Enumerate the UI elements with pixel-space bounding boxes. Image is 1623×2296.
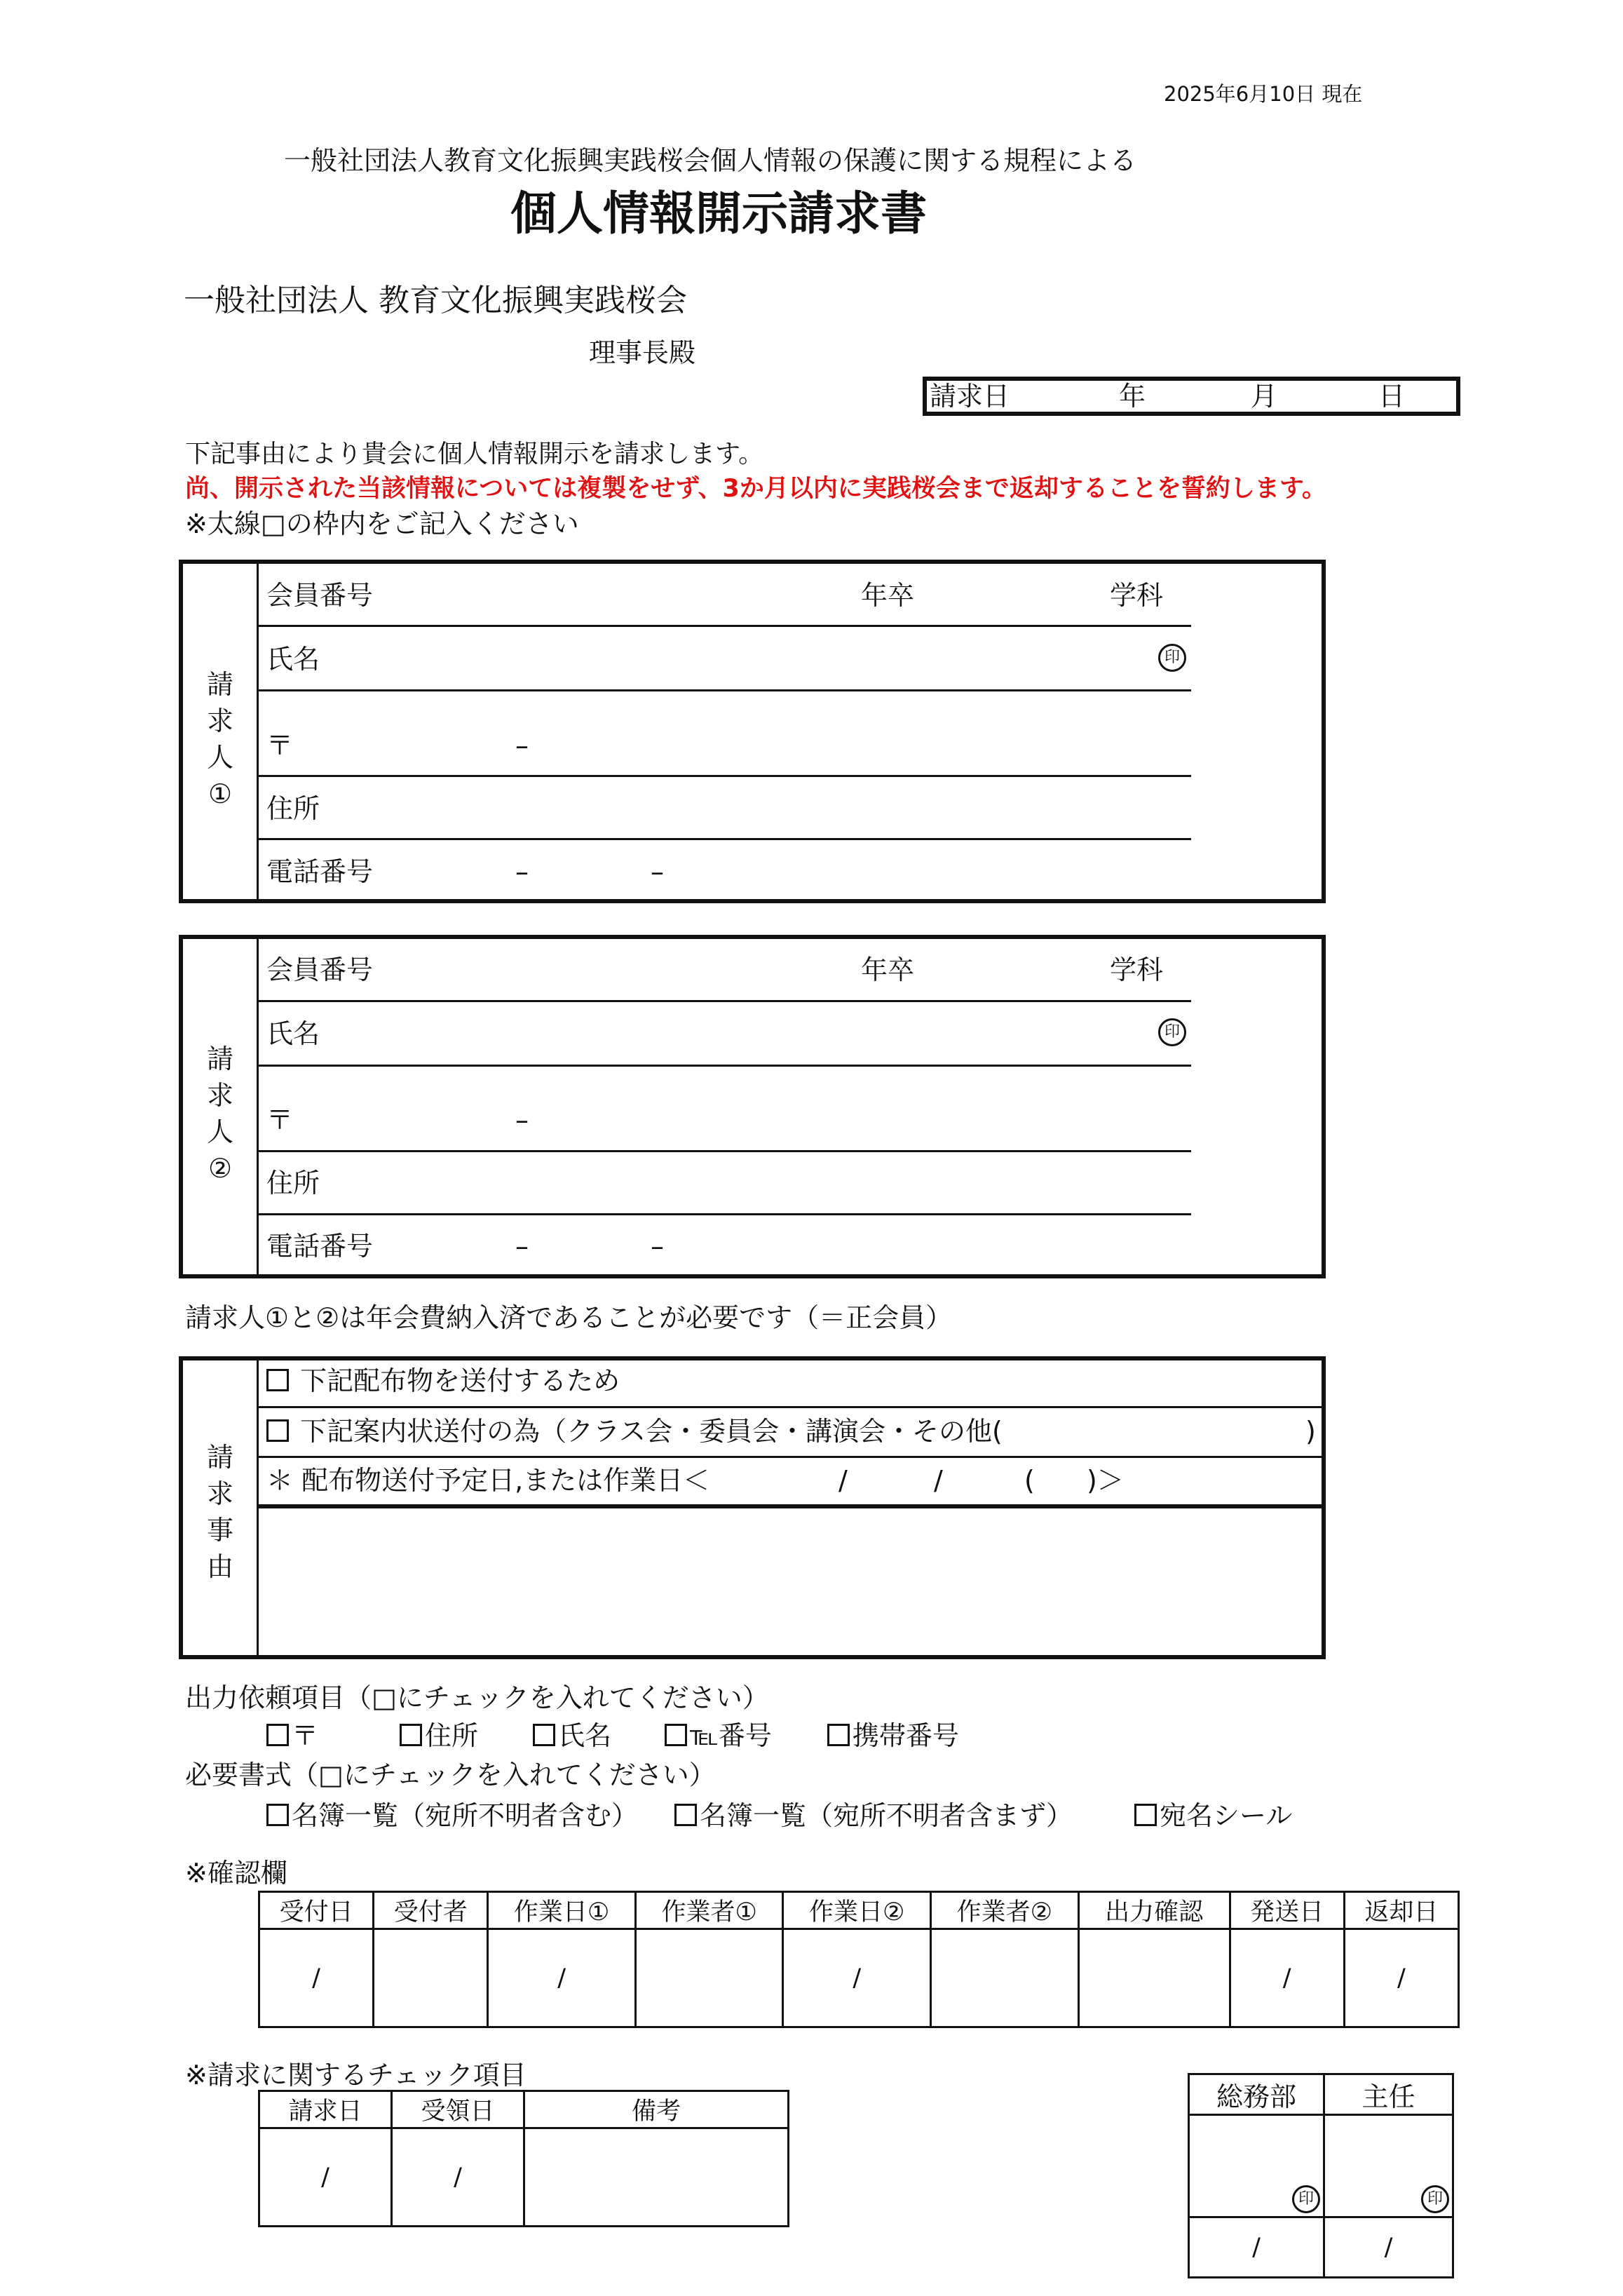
table-cell[interactable]: / xyxy=(488,1929,636,2027)
documents-heading: 必要書式（□にチェックを入れてください） xyxy=(185,1760,716,1790)
confirmation-heading: ※確認欄 xyxy=(185,1858,287,1889)
postal-dash: – xyxy=(515,1105,529,1135)
output-item-mobile[interactable]: 携帯番号 xyxy=(827,1722,959,1749)
approval-table xyxy=(1188,2073,1454,2278)
table-cell[interactable] xyxy=(1078,1929,1230,2027)
divider xyxy=(259,838,1191,840)
divider xyxy=(257,936,259,1276)
output-item-name[interactable]: 氏名 xyxy=(533,1722,611,1749)
table-cell[interactable]: / xyxy=(392,2128,524,2227)
table-cell[interactable]: / xyxy=(1230,1929,1344,2027)
address-label: 住所 xyxy=(266,793,320,824)
request-date-label: 請求日 xyxy=(930,381,1010,412)
phone-dash: – xyxy=(651,856,664,887)
phone-label: 電話番号 xyxy=(266,1231,374,1262)
checkbox[interactable] xyxy=(266,1804,289,1826)
postal-dash: – xyxy=(515,730,529,761)
department-label: 学科 xyxy=(1110,580,1164,611)
phone-label: 電話番号 xyxy=(266,856,374,887)
membership-note: 請求人①と②は年会費納入済であることが必要です（＝正会員） xyxy=(185,1302,953,1333)
checkbox[interactable] xyxy=(266,1419,289,1442)
note-request: 下記事由により貴会に個人情報開示を請求します。 xyxy=(185,440,764,468)
checkbox[interactable] xyxy=(400,1724,422,1746)
col-header: 出力確認 xyxy=(1078,1892,1230,1929)
checkbox[interactable] xyxy=(266,1369,289,1391)
phone-dash: – xyxy=(515,1231,529,1262)
postal-label: 〒 xyxy=(266,1105,294,1135)
col-header: 備考 xyxy=(524,2091,789,2128)
request-date-day: 日 xyxy=(1378,381,1406,412)
confirmation-table xyxy=(258,1891,1460,2028)
divider xyxy=(259,775,1191,777)
seal-mark: 印 xyxy=(1158,1018,1186,1046)
department-label: 学科 xyxy=(1110,954,1164,985)
checkbox[interactable] xyxy=(674,1804,697,1826)
reason-option2[interactable]: 下記案内状送付の為（クラス会・委員会・講演会・その他( xyxy=(266,1418,1003,1445)
document-address-labels[interactable]: 宛名シール xyxy=(1134,1802,1292,1829)
note-pledge: 尚、開示された当該情報については複製をせず、3か月以内に実践桜会まで返却することを誓約します。 xyxy=(185,475,1327,503)
requester2-label: 請 求 人 ② xyxy=(206,1044,233,1184)
requester1-box xyxy=(179,560,1326,903)
requester2-box xyxy=(179,935,1326,1278)
member-no-label: 会員番号 xyxy=(266,954,374,985)
col-header: 受付者 xyxy=(374,1892,488,1929)
as-of-date: 2025年6月10日 現在 xyxy=(1164,82,1363,106)
divider xyxy=(259,1213,1191,1215)
check-items-table xyxy=(258,2090,789,2227)
grad-year-label: 年卒 xyxy=(861,580,915,611)
phone-dash: – xyxy=(515,856,529,887)
addressee: 理事長殿 xyxy=(589,337,696,368)
col-header: 作業者② xyxy=(931,1892,1079,1929)
reason-free-text-area[interactable] xyxy=(261,1509,1319,1654)
name-label: 氏名 xyxy=(266,644,320,675)
document-roster-incl[interactable]: 名簿一覧（宛所不明者含む） xyxy=(266,1802,638,1829)
document-roster-excl[interactable]: 名簿一覧（宛所不明者含まず） xyxy=(674,1802,1073,1829)
output-item-tel[interactable]: ℡番号 xyxy=(665,1722,772,1749)
col-header: 主任 xyxy=(1324,2074,1453,2115)
schedule-slash: / xyxy=(838,1465,848,1496)
divider xyxy=(259,1504,1322,1508)
output-item-postal[interactable]: 〒 xyxy=(266,1722,318,1749)
schedule-label: ＊ 配布物送付予定日,または作業日＜ xyxy=(266,1465,710,1496)
table-cell[interactable] xyxy=(374,1929,488,2027)
col-header: 受付日 xyxy=(259,1892,374,1929)
seal-mark: 印 xyxy=(1158,644,1186,672)
reason-label: 請 求 事 由 xyxy=(206,1442,233,1582)
requester1-label: 請 求 人 ① xyxy=(206,669,233,809)
table-cell[interactable]: / xyxy=(783,1929,931,2027)
grad-year-label: 年卒 xyxy=(861,954,915,985)
col-header: 返却日 xyxy=(1344,1892,1458,1929)
divider xyxy=(259,625,1191,627)
seal-mark: 印 xyxy=(1292,2185,1320,2213)
seal-mark: 印 xyxy=(1421,2185,1449,2213)
schedule-paren-close: )＞ xyxy=(1087,1465,1124,1496)
output-items-heading: 出力依頼項目（□にチェックを入れてください） xyxy=(185,1682,769,1713)
col-header: 作業者① xyxy=(635,1892,783,1929)
checkbox[interactable] xyxy=(665,1724,687,1746)
note-instruction: ※太線□の枠内をご記入ください xyxy=(185,508,579,539)
col-header: 受領日 xyxy=(392,2091,524,2128)
postal-label: 〒 xyxy=(266,730,294,761)
col-header: 総務部 xyxy=(1189,2074,1324,2115)
request-date-year: 年 xyxy=(1119,381,1146,412)
check-items-heading: ※請求に関するチェック項目 xyxy=(185,2060,527,2091)
approval-seal-cell[interactable] xyxy=(1324,2115,1453,2217)
divider xyxy=(259,1065,1191,1067)
table-cell[interactable]: / xyxy=(259,2128,392,2227)
table-cell[interactable] xyxy=(931,1929,1079,2027)
divider xyxy=(259,1456,1322,1458)
checkbox[interactable] xyxy=(1134,1804,1157,1826)
col-header: 作業日① xyxy=(488,1892,636,1929)
table-cell[interactable]: / xyxy=(1344,1929,1458,2027)
divider xyxy=(259,689,1191,691)
approval-seal-cell[interactable] xyxy=(1189,2115,1324,2217)
address-label: 住所 xyxy=(266,1168,320,1198)
divider xyxy=(257,561,259,900)
checkbox[interactable] xyxy=(533,1724,555,1746)
divider xyxy=(259,1000,1191,1002)
divider xyxy=(259,1150,1191,1152)
reason-option2-end: ) xyxy=(1305,1416,1316,1447)
request-date-month: 月 xyxy=(1251,381,1278,412)
phone-dash: – xyxy=(651,1231,664,1262)
approval-date-cell[interactable]: / xyxy=(1324,2217,1453,2278)
name-label: 氏名 xyxy=(266,1018,320,1049)
checkbox[interactable] xyxy=(827,1724,850,1746)
col-header: 請求日 xyxy=(259,2091,392,2128)
member-no-label: 会員番号 xyxy=(266,580,374,611)
checkbox[interactable] xyxy=(266,1724,289,1746)
organization-name: 一般社団法人 教育文化振興実践桜会 xyxy=(184,283,687,318)
schedule-paren-open: ( xyxy=(1024,1465,1035,1496)
regulation-text: 一般社団法人教育文化振興実践桜会個人情報の保護に関する規程による xyxy=(284,145,1137,176)
col-header: 発送日 xyxy=(1230,1892,1344,1929)
table-cell[interactable] xyxy=(635,1929,783,2027)
output-item-address[interactable]: 住所 xyxy=(400,1722,478,1749)
reason-option1[interactable]: 下記配布物を送付するため xyxy=(266,1368,620,1394)
table-cell[interactable] xyxy=(524,2128,789,2227)
col-header: 作業日② xyxy=(783,1892,931,1929)
approval-date-cell[interactable]: / xyxy=(1189,2217,1324,2278)
table-cell[interactable]: / xyxy=(259,1929,374,2027)
page-title: 個人情報開示請求書 xyxy=(510,187,927,241)
divider xyxy=(259,1406,1322,1408)
schedule-slash: / xyxy=(934,1465,943,1496)
